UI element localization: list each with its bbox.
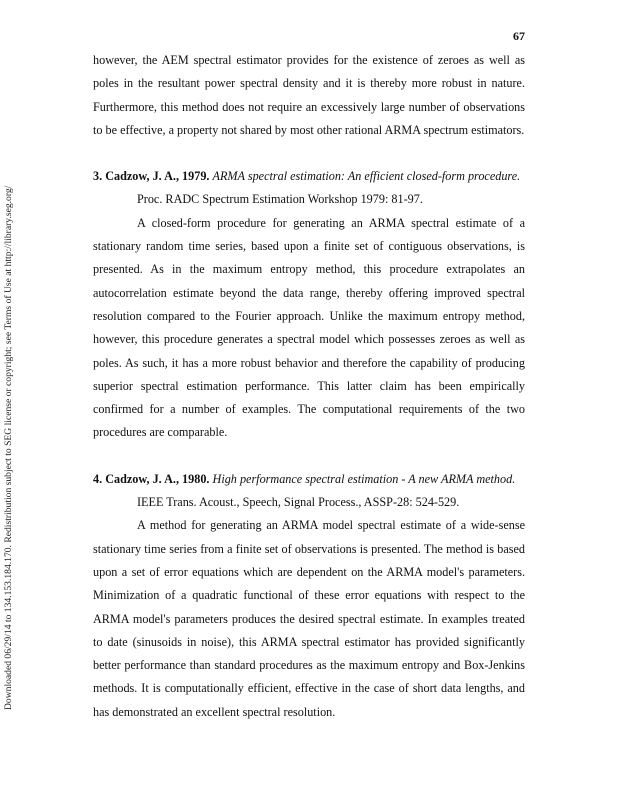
reference-author: Cadzow, J. A., 1980. (105, 471, 210, 486)
reference-heading (93, 165, 525, 188)
reference-heading (93, 468, 525, 491)
download-notice: Downloaded 06/29/14 to 134.153.184.170. Redistribution subject to SEG license or copyright; see Terms of Use at http://library.seg.org/ (3, 185, 14, 710)
reference-entry (93, 468, 525, 724)
reference-source: Proc. RADC Spectrum Estimation Workshop 1979: 81-97. (137, 192, 423, 207)
reference-title: ARMA spectral estimation: An efficient closed-form procedure. (212, 169, 521, 184)
reference-abstract: A closed-form procedure for generating an ARMA spectral estimate of a stationary random time series, based upon a finite set of contiguous observations, is presented. As in the maximum entropy method, this procedure extrapolates an autocorrelation estimate beyond the data range, thereby offering improved spectral resolution compared to the Fourier approach. Unlike the maximum entropy method, however, this procedure generates a spectral model which possesses zeroes as well as poles. As such, it has a more robust behavior and therefore the capability of producing superior spectral estimation performance. This latter claim has been empirically confirmed for a number of examples. The computational requirements of the two procedures are comparable. (93, 215, 525, 440)
reference-number: 3. (93, 169, 103, 184)
reference-title: High performance spectral estimation - A new ARMA method. (212, 471, 516, 486)
reference-entry (93, 165, 525, 445)
reference-number: 4. (93, 471, 103, 486)
reference-author: Cadzow, J. A., 1979. (105, 169, 210, 184)
page-body (93, 49, 525, 724)
page-number: 67 (513, 29, 525, 43)
reference-source: IEEE Trans. Acoust., Speech, Signal Process., ASSP-28: 524-529. (137, 495, 460, 510)
reference-abstract: A method for generating an ARMA model spectral estimate of a wide-sense stationary time series from a finite set of observations is presented. The method is based upon a set of error equations which are dependent on the ARMA model's parameters. Minimization of a quadratic functional of these error equations with respect to the ARMA model's parameters produces the desired spectral estimate. In examples treated to date (sinusoids in noise), this ARMA spectral estimator has provided significantly better performance than standard procedures as the maximum entropy and Box-Jenkins methods. It is computationally efficient, effective in the case of short data lengths, and has demonstrated an excellent spectral resolution. (93, 518, 525, 719)
intro-paragraph: however, the AEM spectral estimator provides for the existence of zeroes as well as poles in the resultant power spectral density and it is thereby more robust in nature. Furthermore, this method does not require an excessively large number of observations to be effective, a property not shared by most other rational ARMA spectrum estimators. (93, 53, 525, 137)
